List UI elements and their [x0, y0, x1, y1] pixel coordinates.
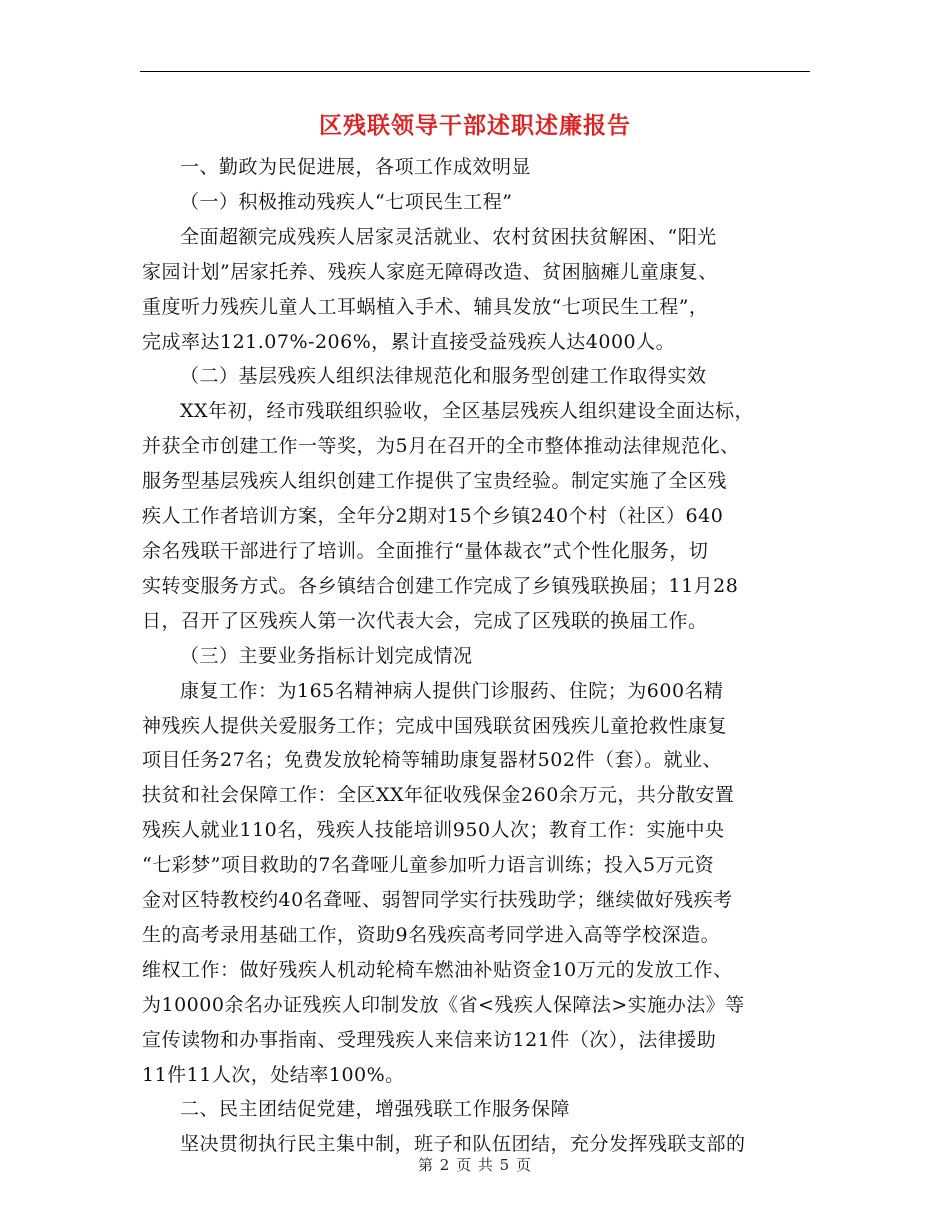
text-line: 扶贫和社会保障工作：全区XX年征收残保金260余万元，共分散安置	[142, 784, 735, 807]
text-line: “七彩梦”项目救助的7名聋哑儿童参加听力语言训练；投入5万元资	[142, 854, 715, 877]
text-line: 一、勤政为民促进展，各项工作成效明显	[180, 156, 532, 178]
text-line: 金对区特教校约40名聋哑、弱智同学实行扶残助学；继续做好残疾考	[142, 889, 733, 912]
page-number-footer: 第 2 页 共 5 页	[418, 1156, 532, 1174]
text-line: 神残疾人提供关爱服务工作；完成中国残联贫困残疾儿童抢救性康复	[142, 714, 728, 737]
paragraph	[142, 639, 812, 674]
text-line: 余名残联干部进行了培训。全面推行“量体裁衣”式个性化服务，切	[142, 539, 709, 562]
paragraph	[142, 359, 812, 394]
text-line: 生的高考录用基础工作，资助9名残疾高考同学进入高等学校深造。	[142, 923, 721, 946]
text-line: 并获全市创建工作一等奖，为5月在召开的全市整体推动法律规范化、	[142, 435, 740, 458]
text-line: （一）积极推动残疾人“七项民生工程”	[180, 190, 513, 213]
text-line: 全面超额完成残疾人居家灵活就业、农村贫困扶贫解困、“阳光	[180, 225, 717, 248]
document-title: 区残联领导干部述职述廉报告	[319, 112, 631, 139]
paragraph	[142, 394, 812, 638]
text-line: 日，召开了区残疾人第一次代表大会，完成了区残联的换届工作。	[142, 609, 708, 632]
text-line: 实转变服务方式。各乡镇结合创建工作完成了乡镇残联换届；11月28	[142, 574, 739, 597]
text-line: 为10000余名办证残疾人印制发放《省<残疾人保障法>实施办法》等	[142, 993, 745, 1016]
text-line: 残疾人就业110名，残疾人技能培训950人次；教育工作：实施中央	[142, 819, 725, 842]
text-line: 项目任务27名；免费发放轮椅等辅助康复器材502件（套）。就业、	[142, 749, 722, 772]
paragraph	[142, 220, 812, 360]
text-line: 宣传读物和办事指南、受理残疾人来信来访121件（次），法律援助	[142, 1028, 717, 1051]
text-line: 重度听力残疾儿童人工耳蜗植入手术、辅具发放“七项民生工程”，	[142, 295, 709, 318]
paragraph	[142, 1092, 812, 1127]
paragraph	[142, 674, 812, 1093]
text-line: 康复工作：为165名精神病人提供门诊服药、住院；为600名精	[180, 679, 724, 702]
document-body	[142, 150, 812, 1162]
text-line: 二、民主团结促党建，增强残联工作服务保障	[180, 1098, 571, 1121]
text-line: 服务型基层残疾人组织创建工作提供了宝贵经验。制定实施了全区残	[142, 470, 728, 493]
paragraph	[142, 185, 812, 220]
text-line: 完成率达121.07%-206%，累计直接受益残疾人达4000人。	[142, 330, 676, 353]
text-line: （三）主要业务指标计划完成情况	[180, 644, 473, 667]
text-line: 11件11人次，处结率100%。	[142, 1063, 405, 1086]
text-line: 维权工作：做好残疾人机动轮椅车燃油补贴资金10万元的发放工作、	[142, 958, 733, 981]
paragraph	[142, 150, 812, 185]
header-rule	[140, 71, 810, 72]
text-line: XX年初，经市残联组织验收，全区基层残疾人组织建设全面达标，	[180, 400, 755, 423]
text-line: 家园计划”居家托养、残疾人家庭无障碍改造、贫困脑瘫儿童康复、	[142, 260, 718, 283]
text-line: （二）基层残疾人组织法律规范化和服务型创建工作取得实效	[180, 365, 707, 388]
text-line: 疾人工作者培训方案，全年分2期对15个乡镇240个村（社区）640	[142, 505, 724, 528]
text-line: 坚决贯彻执行民主集中制，班子和队伍团结，充分发挥残联支部的	[180, 1133, 746, 1156]
